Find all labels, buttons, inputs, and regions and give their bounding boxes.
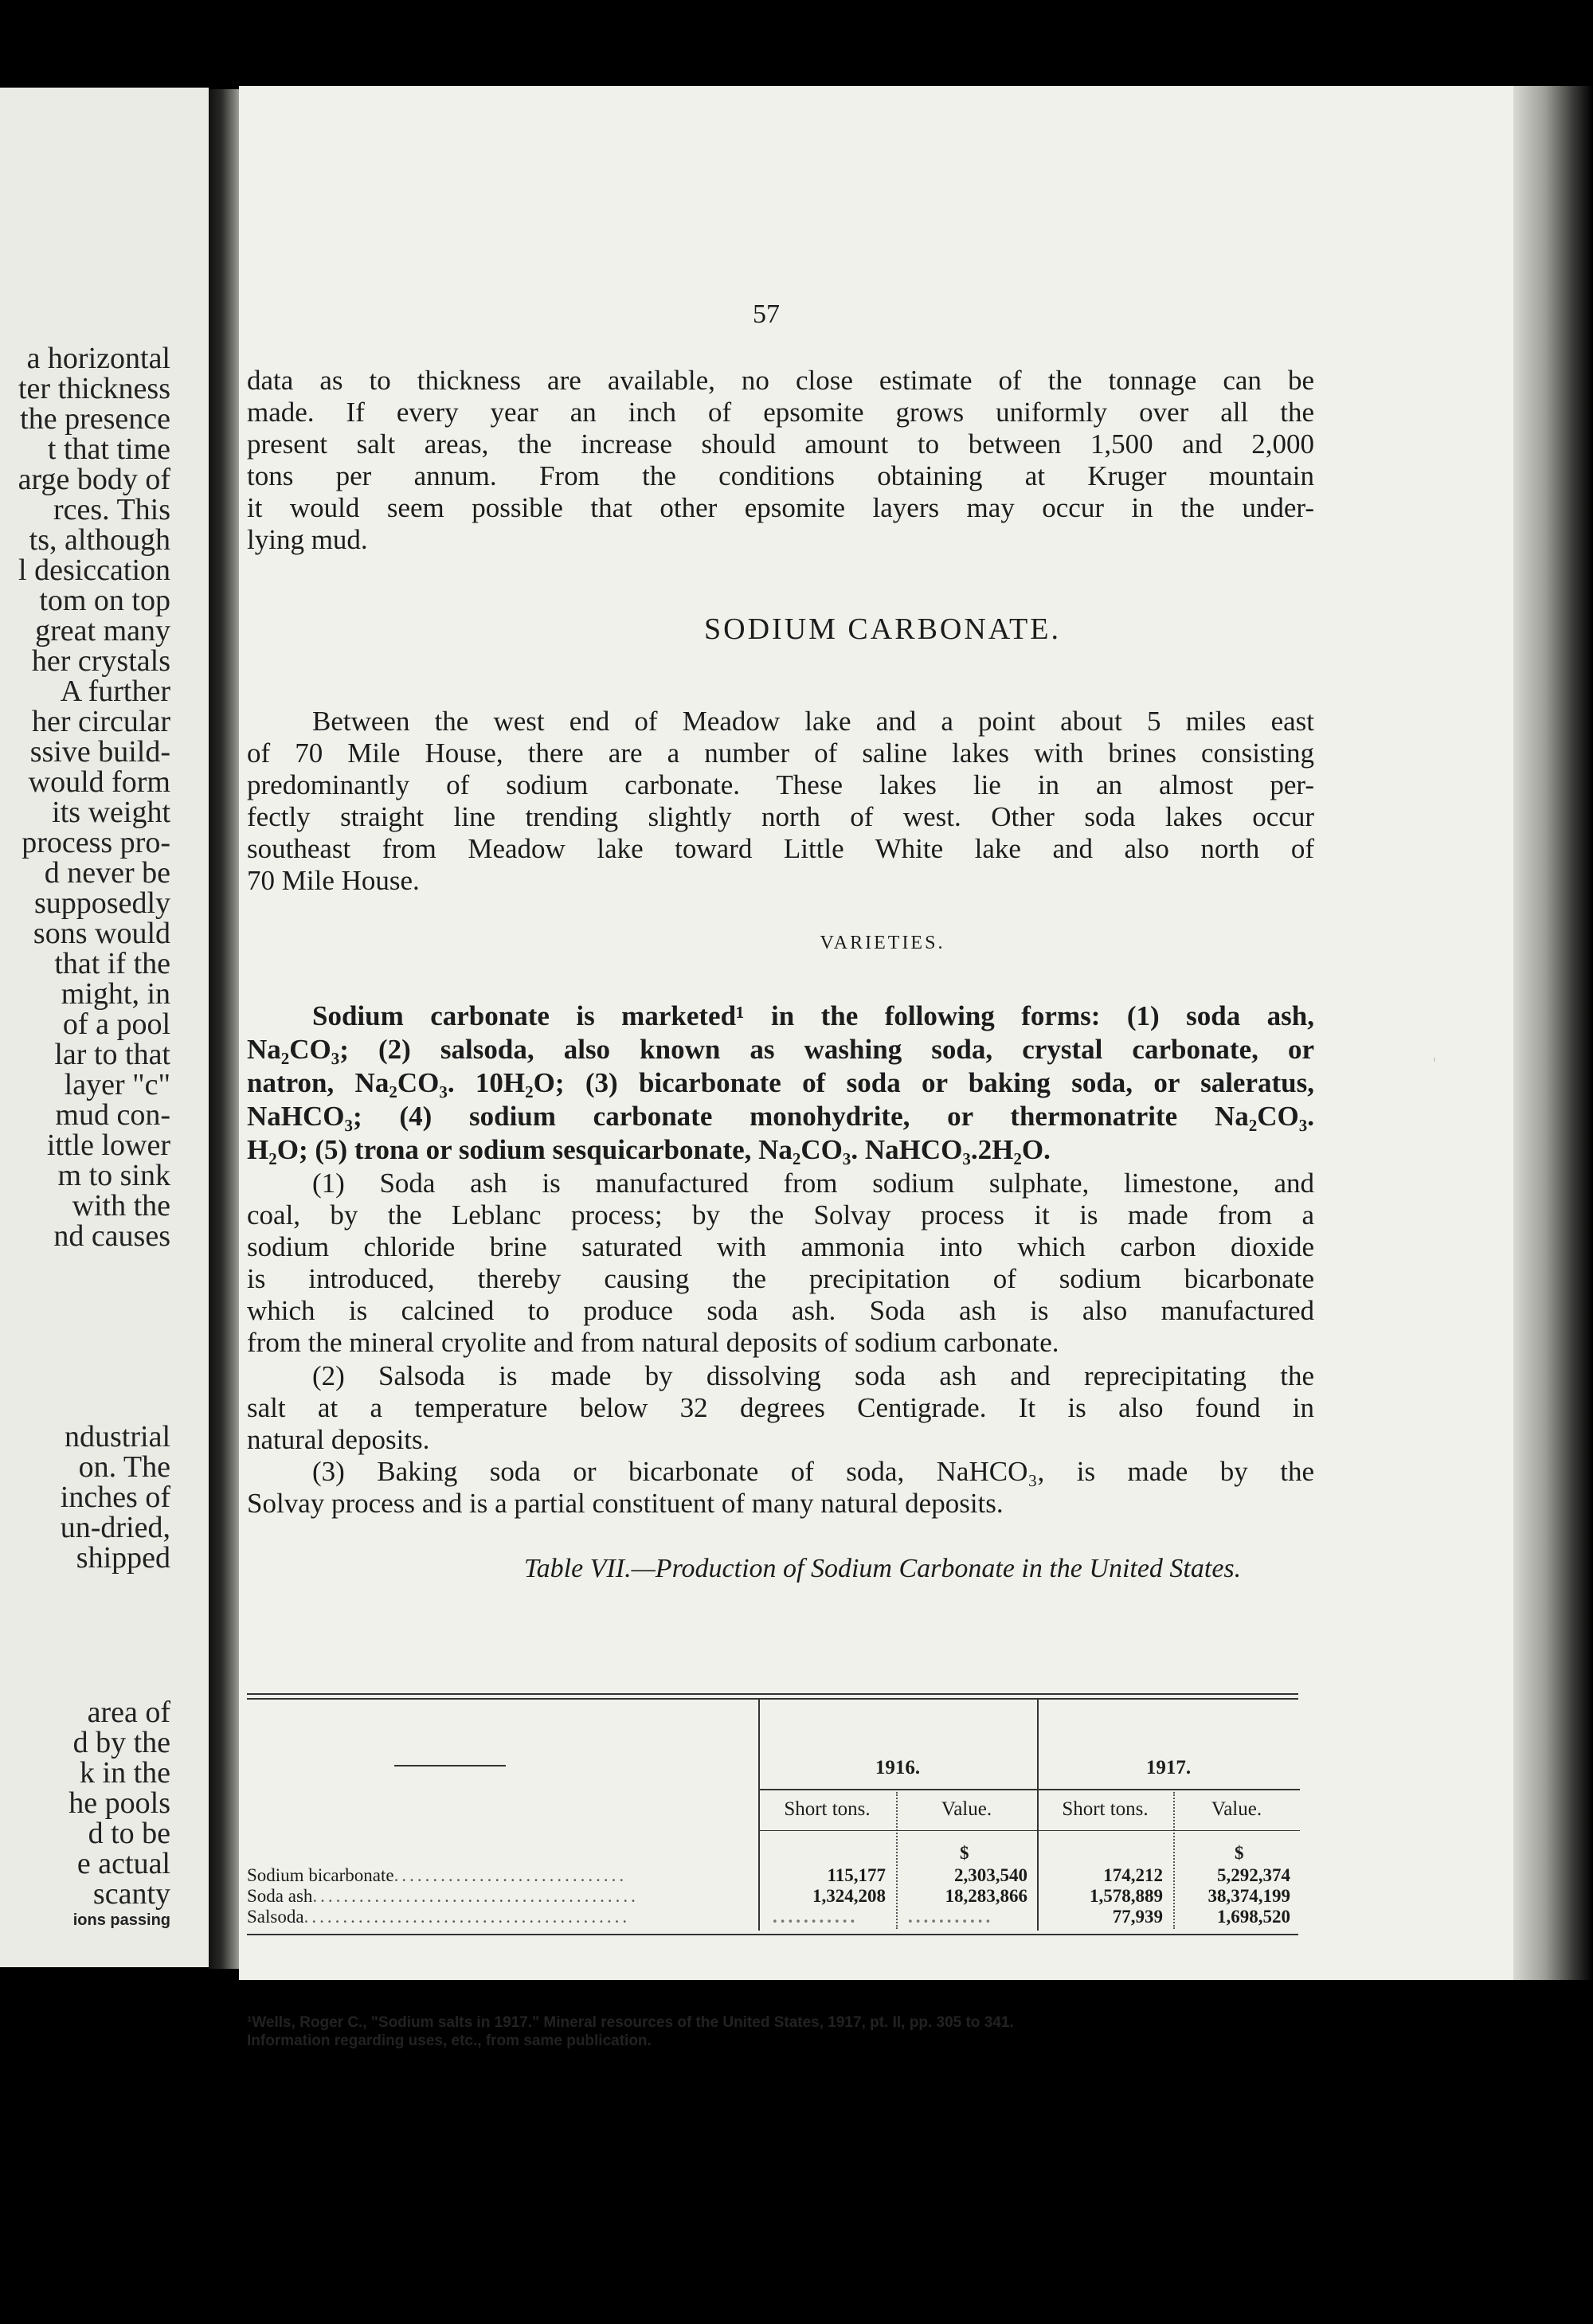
- text-line: natural deposits.: [247, 1424, 430, 1455]
- text-line: tons per annum. From the conditions obtaining at Kruger mountain: [247, 460, 1314, 491]
- left-page-line: m to sink: [57, 1159, 170, 1192]
- column-header-value: Value.: [1211, 1798, 1262, 1820]
- text-line: predominantly of sodium carbonate. These lakes lie in an almost per-: [247, 769, 1314, 800]
- text-line: Between the west end of Meadow lake and a point about 5 miles east: [312, 706, 1314, 737]
- left-page-line: layer "c": [64, 1068, 170, 1101]
- text-line: coal, by the Leblanc process; by the Solvay process it is made from a: [247, 1199, 1314, 1230]
- left-page-line: the presence: [20, 402, 170, 436]
- footnote: [247, 2013, 1298, 2050]
- left-page-line: ssive build-: [29, 735, 170, 769]
- text-line: (2) Salsoda is made by dissolving soda ash and reprecipitating the: [312, 1360, 1314, 1391]
- left-page-line: would form: [28, 765, 170, 799]
- left-page-line: d to be: [88, 1817, 170, 1850]
- left-page-line: ts, although: [29, 523, 170, 557]
- table-rule-bottom: [247, 1934, 1298, 1935]
- empty-cell-dots: ...........: [773, 1907, 859, 1927]
- row-label: Soda ash: [247, 1886, 313, 1906]
- empty-cell-dots: ...........: [908, 1907, 994, 1927]
- left-page-line: great many: [35, 614, 170, 648]
- footnote-line: Information regarding uses, etc., from same publication.: [247, 2033, 652, 2049]
- left-page-line: that if the: [54, 947, 170, 980]
- left-page-fragment: [0, 88, 209, 1967]
- text-line: southeast from Meadow lake toward Little White lake and also north of: [247, 833, 1314, 864]
- cell-value-1916: 18,283,866: [945, 1886, 1027, 1906]
- table-rule-top: [247, 1698, 1298, 1700]
- text-line: fectly straight line trending slightly north of west. Other soda lakes occur: [247, 801, 1314, 832]
- cell-value-1916: 2,303,540: [954, 1865, 1027, 1885]
- left-page-line: d never be: [44, 856, 170, 890]
- text-line: Na₂CO₃; (2) salsoda, also known as washing soda, crystal carbonate, or: [247, 1034, 1314, 1065]
- left-page-line: process pro-: [22, 826, 170, 859]
- left-page-line: he pools: [68, 1786, 170, 1820]
- year-header-1917: 1917.: [1145, 1757, 1192, 1778]
- left-page-line: her circular: [31, 705, 170, 738]
- text-line: which is calcined to produce soda ash. Soda ash is also manufactured: [247, 1295, 1314, 1326]
- left-page-line: scanty: [92, 1877, 170, 1911]
- left-page-line: might, in: [61, 977, 170, 1011]
- left-page-line: d by the: [72, 1726, 170, 1759]
- left-page-line: k in the: [80, 1756, 170, 1790]
- page-57: [239, 86, 1526, 2049]
- left-page-line: mud con-: [55, 1098, 170, 1132]
- table-rule-top: [247, 1693, 1298, 1695]
- left-page-line: ions passing: [72, 1911, 170, 1929]
- text-line: sodium chloride brine saturated with ammonia into which carbon dioxide: [247, 1231, 1314, 1262]
- column-header-short-tons: Short tons.: [1062, 1798, 1149, 1820]
- text-line: from the mineral cryolite and from natural deposits of sodium carbonate.: [247, 1327, 1059, 1358]
- left-page-line: supposedly: [34, 886, 170, 920]
- cell-tons-1917: 1,578,889: [1090, 1886, 1163, 1906]
- cell-tons-1916: 1,324,208: [812, 1886, 886, 1906]
- text-line: of 70 Mile House, there are a number of saline lakes with brines consisting: [247, 737, 1314, 769]
- cell-tons-1917: 77,939: [1112, 1907, 1163, 1927]
- left-page-line: inches of: [60, 1481, 170, 1514]
- left-page-line: ndustrial: [65, 1420, 170, 1453]
- currency-marker: $: [1235, 1843, 1244, 1863]
- left-page-line: of a pool: [62, 1007, 170, 1041]
- left-page-line: ittle lower: [46, 1129, 170, 1162]
- text-line: present salt areas, the increase should amount to between 1,500 and 2,000: [247, 428, 1314, 460]
- cell-value-1917: 5,292,374: [1217, 1865, 1290, 1885]
- left-page-line: arge body of: [18, 463, 170, 496]
- left-page-line: with the: [72, 1189, 170, 1223]
- cell-tons-1917: 174,212: [1103, 1865, 1163, 1885]
- stub-dash: [394, 1765, 506, 1766]
- page-edge-shadow: [1513, 86, 1593, 1980]
- text-line: (1) Soda ash is manufactured from sodium sulphate, limestone, and: [312, 1168, 1314, 1199]
- text-line: Sodium carbonate is marketed¹ in the following forms: (1) soda ash,: [312, 1000, 1314, 1031]
- column-header-short-tons: Short tons.: [784, 1798, 871, 1820]
- left-page-line: ter thickness: [18, 372, 170, 405]
- cell-tons-1916: 115,177: [827, 1865, 886, 1885]
- text-line: data as to thickness are available, no close estimate of the tonnage can be: [247, 365, 1314, 396]
- left-page-line: l desiccation: [18, 554, 170, 587]
- left-page-line: on. The: [78, 1450, 170, 1484]
- left-page-line: t that time: [47, 432, 170, 466]
- row-label: Salsoda: [247, 1907, 304, 1927]
- text-line: made. If every year an inch of epsomite grows uniformly over all the: [247, 397, 1314, 428]
- text-line: NaHCO₃; (4) sodium carbonate monohydrite, or thermonatrite Na₂CO₃.: [247, 1101, 1314, 1132]
- section-title: SODIUM CARBONATE.: [704, 612, 1061, 646]
- row-label: Sodium bicarbonate: [247, 1865, 394, 1885]
- left-page-line: e actual: [76, 1847, 170, 1880]
- subsection-title: VARIETIES.: [820, 933, 945, 953]
- left-page-line: nd causes: [53, 1219, 170, 1253]
- column-header-value: Value.: [941, 1798, 992, 1820]
- text-line: natron, Na₂CO₃. 10H₂O; (3) bicarbonate of soda or baking soda, or saleratus,: [247, 1067, 1314, 1098]
- left-page-line: tom on top: [39, 584, 170, 617]
- left-page-line: area of: [87, 1696, 170, 1729]
- scan-speck: [1434, 1058, 1435, 1062]
- cell-value-1917: 1,698,520: [1217, 1907, 1290, 1927]
- text-line: it would seem possible that other epsomite layers may occur in the under-: [247, 492, 1314, 523]
- production-table: 1916. 1917. Short tons. Value. Short tons. Value. $ $ Sodium bicarbonate.............................. 115,177 2,303,540 174,212 5,292,374 Soda ash.......................................... 1,324,208 18,283,866 1,578,889 38,374,199 Salsoda.......................................... ........... ........... 77,939 1,698,520: [247, 1623, 1298, 1814]
- left-page-line: shipped: [76, 1541, 170, 1575]
- year-header-1916: 1916.: [875, 1757, 921, 1778]
- cell-value-1917: 38,374,199: [1207, 1886, 1290, 1906]
- text-line: H₂O; (5) trona or sodium sesquicarbonate, Na₂CO₃. NaHCO₃.2H₂O.: [247, 1134, 1051, 1165]
- text-line: salt at a temperature below 32 degrees Centigrade. It is also found in: [247, 1392, 1314, 1423]
- left-page-line: its weight: [52, 796, 170, 829]
- header-underline: [758, 1830, 1300, 1831]
- text-line: Solvay process and is a partial constituent of many natural deposits.: [247, 1488, 1004, 1519]
- currency-marker: $: [960, 1843, 969, 1863]
- footnote-line: ¹Wells, Roger C., "Sodium salts in 1917." Mineral resources of the United States, 1917, pt. II, pp. 305 to 341.: [247, 2014, 1014, 2031]
- year-underline: [758, 1789, 1300, 1790]
- left-page-line: rces. This: [53, 493, 170, 526]
- page-number: 57: [753, 299, 780, 329]
- left-page-line: A further: [60, 675, 170, 708]
- left-page-line: a horizontal: [26, 342, 170, 375]
- text-line: is introduced, thereby causing the precipitation of sodium bicarbonate: [247, 1263, 1314, 1294]
- left-page-line: lar to that: [54, 1038, 170, 1071]
- text-line: (3) Baking soda or bicarbonate of soda, NaHCO₃, is made by the: [312, 1456, 1314, 1487]
- text-line: 70 Mile House.: [247, 865, 420, 896]
- left-page-line: un-dried,: [60, 1511, 170, 1544]
- text-line: lying mud.: [247, 524, 368, 555]
- left-page-line: her crystals: [31, 644, 170, 678]
- left-page-line: sons would: [33, 917, 170, 950]
- table-caption: Table VII.—Production of Sodium Carbonate in the United States.: [523, 1554, 1242, 1583]
